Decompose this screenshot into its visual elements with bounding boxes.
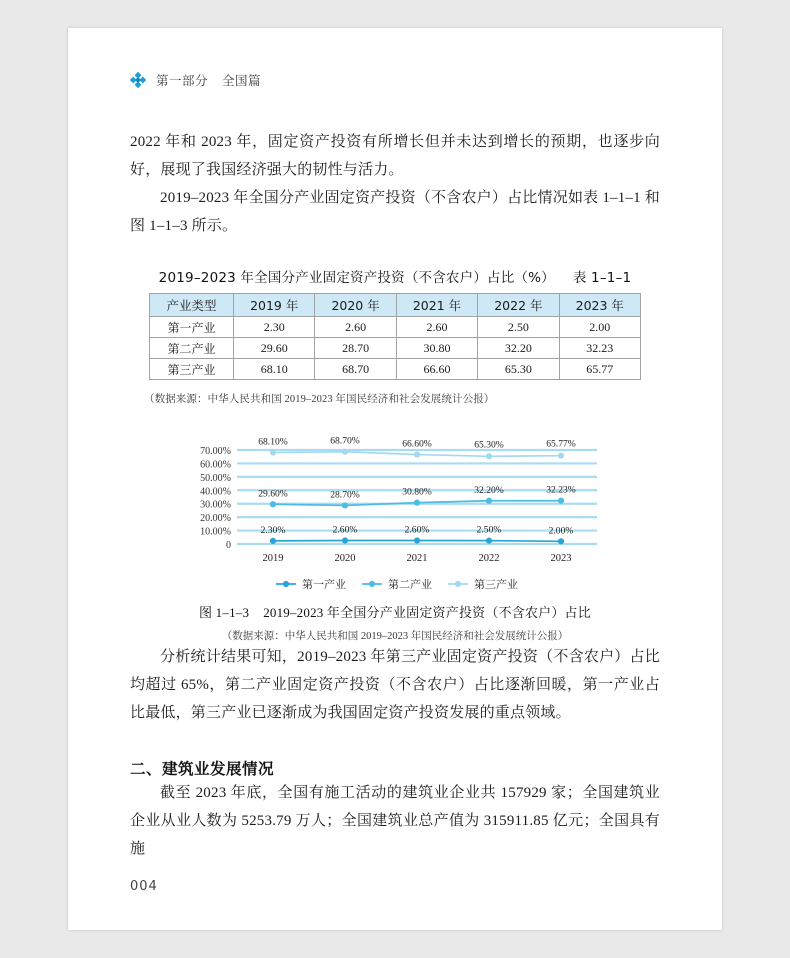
table-cell: 2.60 <box>396 317 477 338</box>
table-row <box>150 359 641 380</box>
table-caption <box>130 266 660 286</box>
data-point-label: 2.50% <box>476 524 502 536</box>
figure-caption-text: 2019–2023 年全国分产业固定资产投资（不含农户）占比 <box>263 605 591 620</box>
data-point-marker <box>558 498 564 504</box>
legend-label: 第三产业 <box>474 579 518 591</box>
table-cell: 30.80 <box>396 338 477 359</box>
figure-block <box>130 426 660 643</box>
running-head-part: 第一部分 <box>156 73 209 88</box>
y-axis-tick-label: 30.00% <box>200 499 231 511</box>
data-point-label: 2.30% <box>260 524 286 536</box>
data-point-label: 32.23% <box>546 484 576 496</box>
table-cell: 32.23 <box>559 338 640 359</box>
table-number: 表 1–1–1 <box>572 270 632 286</box>
x-axis-tick-label: 2021 <box>406 553 428 564</box>
table-cell: 2.30 <box>234 317 315 338</box>
table-cell: 第三产业 <box>150 359 234 380</box>
table-col-3: 2021 年 <box>396 294 477 317</box>
table-cell: 2.50 <box>478 317 559 338</box>
table-col-4: 2022 年 <box>478 294 559 317</box>
data-point-label: 68.10% <box>258 436 288 448</box>
running-head <box>130 68 660 92</box>
y-axis-tick-label: 10.00% <box>200 526 231 538</box>
data-point-marker <box>414 451 420 457</box>
table-col-5: 2023 年 <box>559 294 640 317</box>
table-cell: 32.20 <box>478 338 559 359</box>
table-cell: 29.60 <box>234 338 315 359</box>
data-point-label: 2.00% <box>548 525 574 537</box>
data-point-marker <box>414 537 420 543</box>
table-header-row <box>150 294 641 317</box>
data-point-label: 30.80% <box>402 486 432 498</box>
table-row <box>150 317 641 338</box>
x-axis-tick-label: 2020 <box>334 553 356 564</box>
table-row <box>150 338 641 359</box>
table-cell: 第二产业 <box>150 338 234 359</box>
table-col-1: 2019 年 <box>234 294 315 317</box>
figure-source-note: （数据来源：中华人民共和国 2019–2023 年国民经济和社会发展统计公报） <box>221 631 569 642</box>
paragraph-3: 分析统计结果可知，2019–2023 年第三产业固定资产投资（不含农户）占比均超过 65%，第二产业固定资产投资（不含农户）占比逐渐回暖，第一产业占比最低，第三产业已逐渐成为我国固定资产投资发展的重点领域。 <box>130 649 660 721</box>
data-point-label: 2.60% <box>404 524 430 536</box>
table-cell: 68.10 <box>234 359 315 380</box>
table-cell: 2.60 <box>315 317 396 338</box>
table-cell: 68.70 <box>315 359 396 380</box>
y-axis-tick-label: 40.00% <box>200 486 231 498</box>
data-point-marker <box>414 500 420 506</box>
figure-caption <box>130 602 660 621</box>
y-axis-tick-label: 20.00% <box>200 513 231 525</box>
diamond-cluster-icon <box>130 72 146 88</box>
table-col-2: 2020 年 <box>315 294 396 317</box>
data-point-marker <box>270 449 276 455</box>
data-point-marker <box>342 502 348 508</box>
data-point-label: 65.30% <box>474 439 504 451</box>
paragraph-1: 2022 年和 2023 年，固定资产投资有所增长但并未达到增长的预期，也逐步向好，展现了我国经济强大的韧性与活力。 <box>130 134 660 178</box>
table-cell: 65.77 <box>559 359 640 380</box>
table-caption-text: 2019–2023 年全国分产业固定资产投资（不含农户）占比（%） <box>158 270 555 286</box>
y-axis-tick-label: 0 <box>226 540 231 551</box>
data-point-label: 66.60% <box>402 438 432 450</box>
data-point-marker <box>270 501 276 507</box>
page-number: 004 <box>130 879 158 894</box>
section-heading-2: 二、建筑业发展情况 <box>130 760 275 778</box>
y-axis-tick-label: 60.00% <box>200 459 231 471</box>
table-cell: 第一产业 <box>150 317 234 338</box>
data-point-label: 29.60% <box>258 488 288 500</box>
legend-label: 第二产业 <box>388 579 432 591</box>
industry-investment-line-chart <box>185 426 605 596</box>
running-head-text <box>156 71 261 89</box>
data-point-marker <box>342 537 348 543</box>
data-point-label: 65.77% <box>546 438 576 450</box>
table-cell: 65.30 <box>478 359 559 380</box>
data-point-marker <box>486 498 492 504</box>
data-point-label: 32.20% <box>474 484 504 496</box>
x-axis-tick-label: 2019 <box>262 553 284 564</box>
paragraph-2: 2019–2023 年全国分产业固定资产投资（不含农户）占比情况如表 1–1–1 和图 1–1–3 所示。 <box>130 190 660 234</box>
data-point-marker <box>558 538 564 544</box>
legend-marker <box>455 581 461 587</box>
data-point-marker <box>558 453 564 459</box>
legend-marker <box>369 581 375 587</box>
data-point-label: 68.70% <box>330 435 360 447</box>
legend-marker <box>283 581 289 587</box>
x-axis-tick-label: 2022 <box>478 553 500 564</box>
table-cell: 28.70 <box>315 338 396 359</box>
x-axis-tick-label: 2023 <box>550 553 572 564</box>
table-source-note: （数据来源：中华人民共和国 2019–2023 年国民经济和社会发展统计公报） <box>144 394 495 405</box>
figure-label: 图 1–1–3 <box>199 605 250 620</box>
paragraph-4: 截至 2023 年底，全国有施工活动的建筑业企业共 157929 家；全国建筑业企业从业人数为 5253.79 万人；全国建筑业总产值为 315911.85 亿元；全国具有施 <box>130 785 660 857</box>
data-point-marker <box>486 538 492 544</box>
data-point-marker <box>342 449 348 455</box>
y-axis-tick-label: 70.00% <box>200 446 231 457</box>
data-point-marker <box>486 453 492 459</box>
legend-label: 第一产业 <box>302 579 346 591</box>
industry-investment-table <box>149 293 641 380</box>
data-point-label: 2.60% <box>332 524 358 536</box>
data-point-marker <box>270 538 276 544</box>
table-col-0: 产业类型 <box>150 294 234 317</box>
table-block <box>130 266 660 406</box>
y-axis-tick-label: 50.00% <box>200 472 231 484</box>
running-head-section: 全国篇 <box>222 73 262 88</box>
table-cell: 2.00 <box>559 317 640 338</box>
document-page <box>68 28 722 930</box>
table-cell: 66.60 <box>396 359 477 380</box>
data-point-label: 28.70% <box>330 489 360 501</box>
